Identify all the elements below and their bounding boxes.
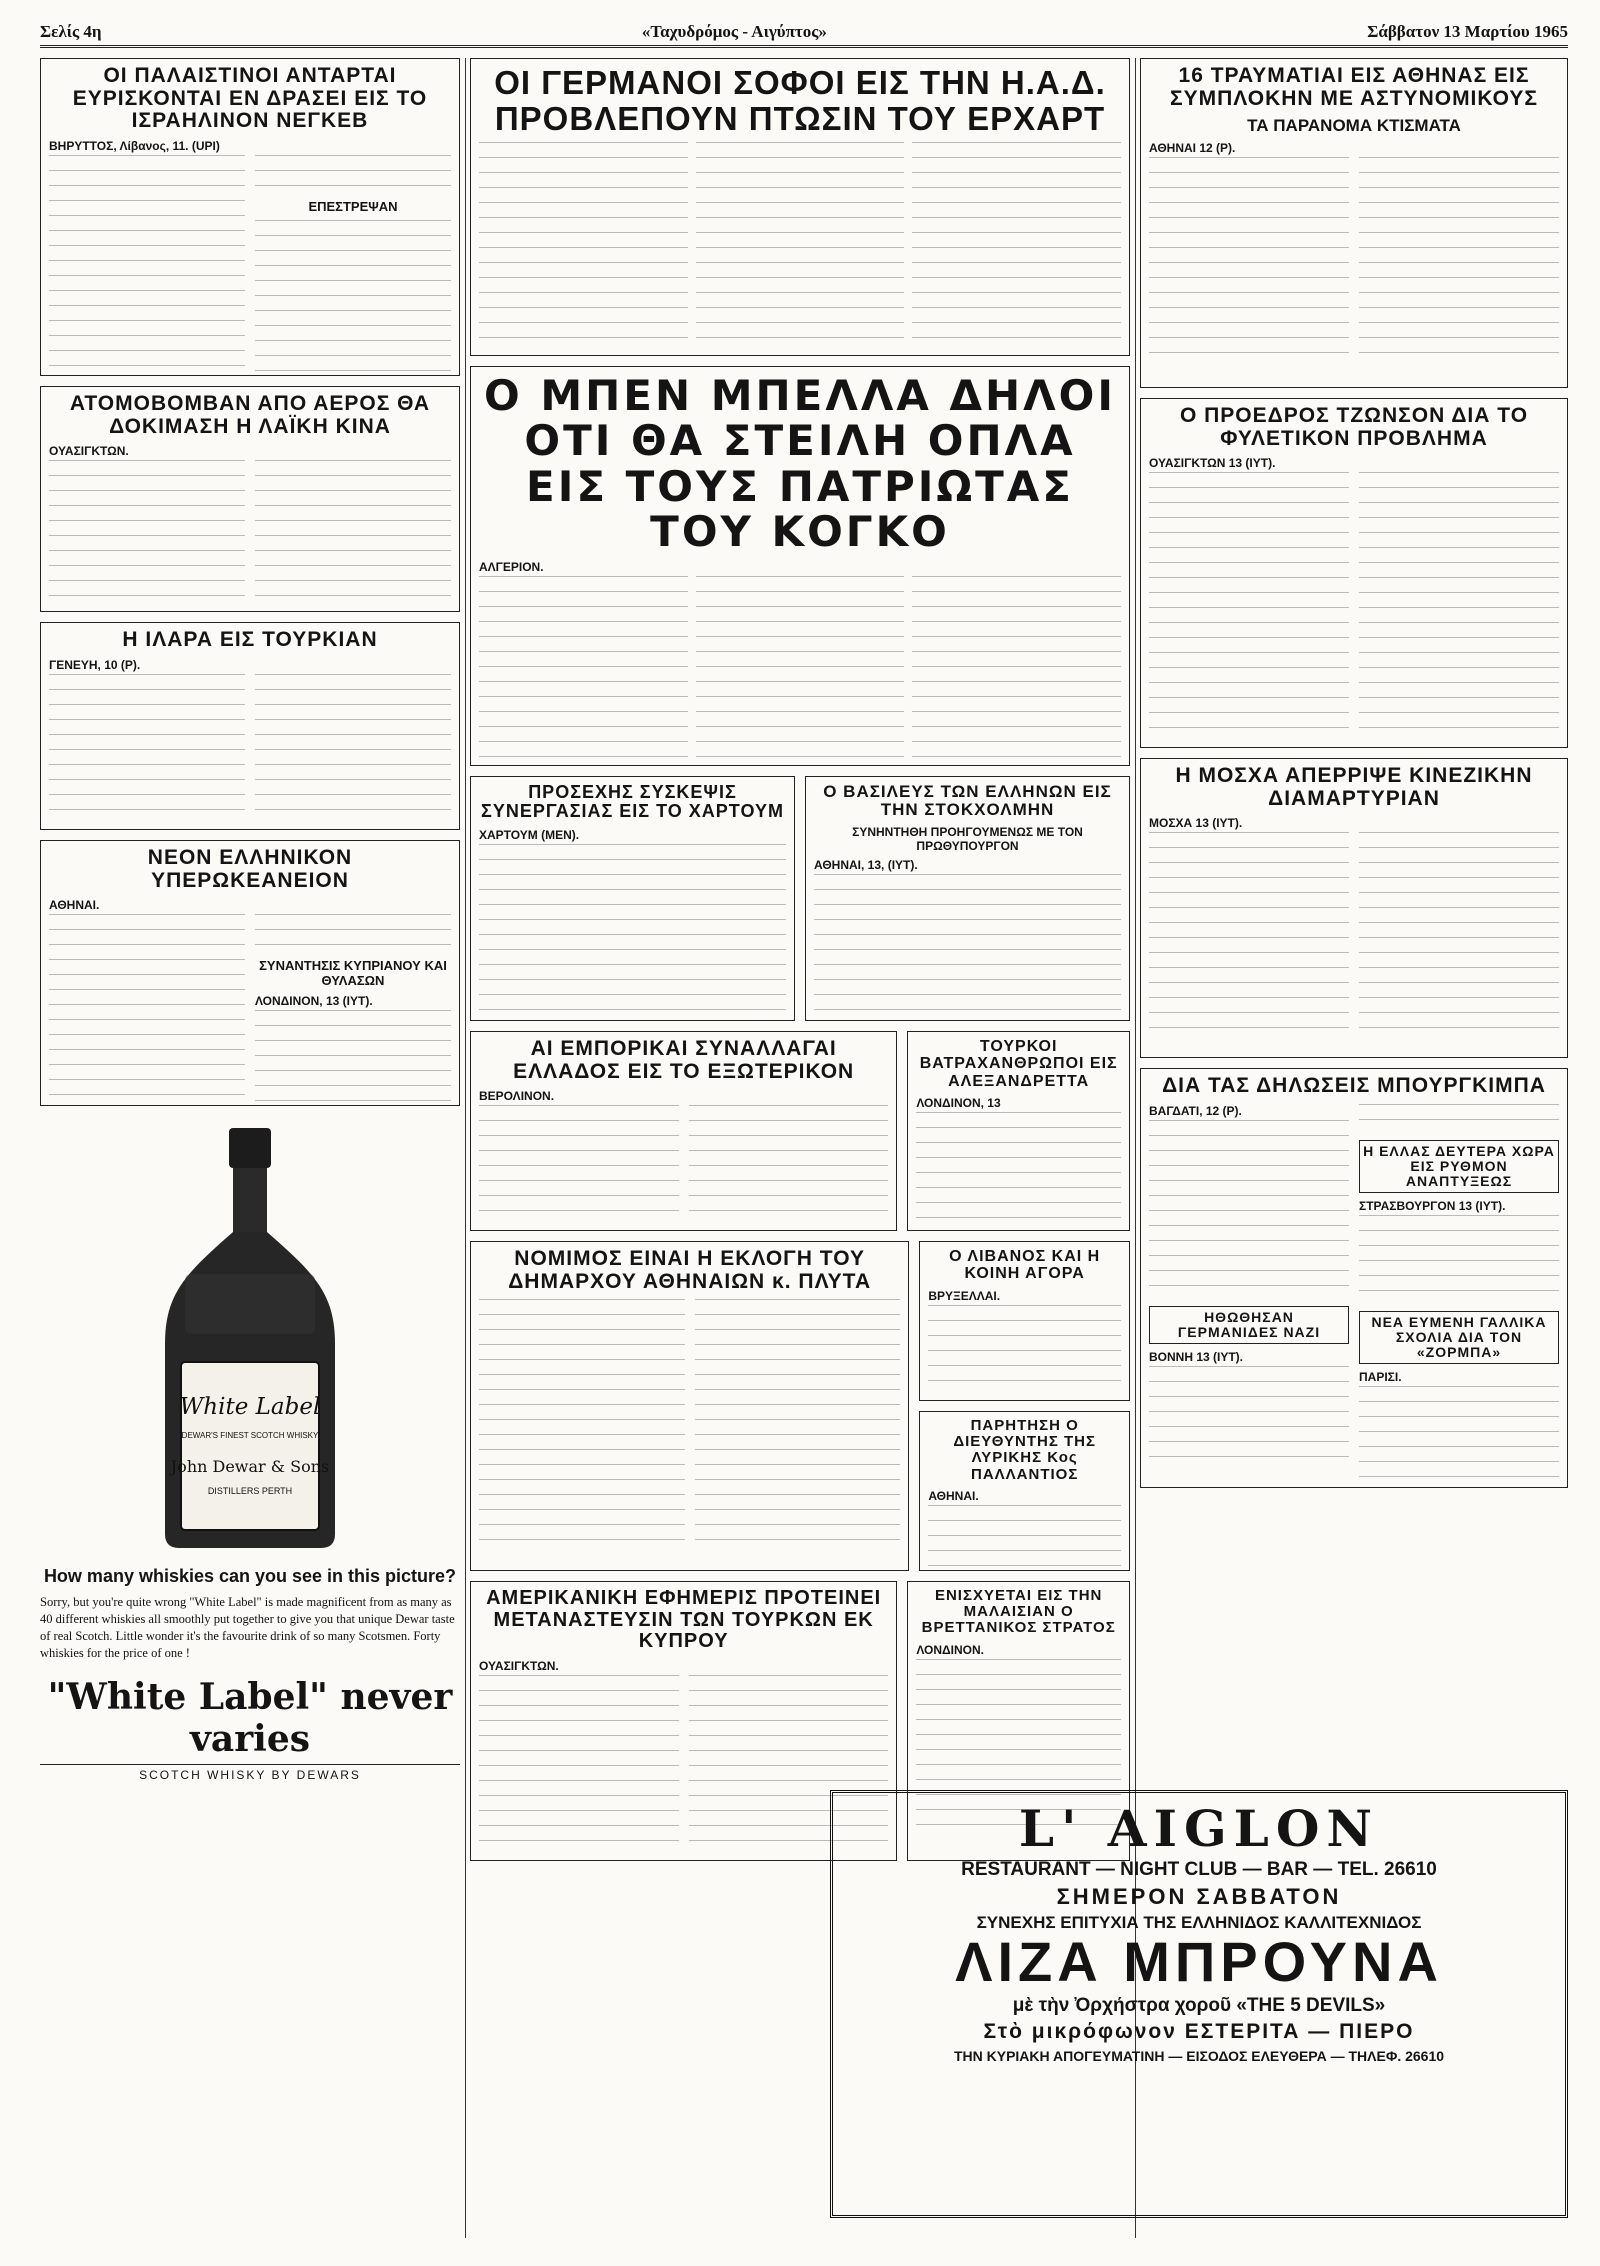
ad-line: ΣΥΝΕΧΗΣ ΕΠΙΤΥΧΙΑ ΤΗΣ ΕΛΛΗΝΙΔΟΣ ΚΑΛΛΙΤΕΧΝΙΔΟΣ	[976, 1913, 1422, 1932]
ad-star-name: ΛΙΖΑ ΜΠΡΟΥΝΑ	[955, 1930, 1443, 1993]
headline: Η ΙΛΑΡΑ ΕΙΣ ΤΟΥΡΚΙΑΝ	[122, 628, 378, 651]
dateline: ΑΘΗΝΑΙ.	[49, 898, 100, 913]
dateline: ΒΕΡΟΛΙΝΟΝ.	[479, 1089, 555, 1104]
headline: Ο ΜΠΕΝ ΜΠΕΛΛΑ ΔΗΛΟΙ ΟΤΙ ΘΑ ΣΤΕΙΛΗ ΟΠΛΑ ΕΙΣ ΤΟΥΣ ΠΑΤΡΙΩΤΑΣ ΤΟΥ ΚΟΓΚΟ	[484, 371, 1116, 557]
subheading: ΣΥΝΑΝΤΗΣΙΣ ΚΥΠΡΙΑΝΟΥ ΚΑΙ ΘΥΛΑΣΩΝ	[259, 958, 447, 989]
ad-line: ΤΗΝ ΚΥΡΙΑΚΗ ΑΠΟΓΕΥΜΑΤΙΝΗ — ΕΙΣΟΔΟΣ ΕΛΕΥΘΕΡΑ — ΤΗΛΕΦ. 26610	[953, 2047, 1445, 2064]
whisky-bottle-illustration	[145, 1124, 355, 1554]
dateline: ΠΑΡΙΣΙ.	[1359, 1370, 1402, 1385]
dateline: ΛΟΝΔΙΝΟΝ, 13	[916, 1095, 1001, 1110]
paper-name: «Ταχυδρόμος - Αιγύπτος»	[641, 22, 827, 41]
article-king-stockholm	[805, 776, 1130, 1021]
label-line: John Dewar & Sons	[170, 1457, 330, 1476]
ad-question: How many whiskies can you see in this picture?	[43, 1566, 457, 1586]
dateline: ΣΤΡΑΣΒΟΥΡΓΟΝ 13 (ΙΥΤ).	[1359, 1199, 1506, 1213]
column-1	[40, 58, 460, 1782]
headline: ΑΤΟΜΟΒΟΜΒΑΝ ΑΠΟ ΑΕΡΟΣ ΘΑ ΔΟΚΙΜΑΣΗ Η ΛΑΪΚΗ ΚΙΝΑ	[69, 392, 431, 438]
headline: 16 ΤΡΑΥΜΑΤΙΑΙ ΕΙΣ ΑΘΗΝΑΣ ΕΙΣ ΣΥΜΠΛΟΚΗΝ ΜΕ ΑΣΤΥΝΟΜΙΚΟΥΣ	[1170, 64, 1538, 110]
dateline: ΒΟΝΝΗ 13 (ΙΥΤ).	[1149, 1349, 1244, 1364]
ad-slogan: "White Label" never varies	[47, 1676, 453, 1761]
label-line: DEWAR'S FINEST SCOTCH WHISKY	[181, 1431, 319, 1440]
issue-date: Σάββατον 13 Μαρτίου 1965	[1367, 22, 1568, 41]
article-lyric-director-resigns	[919, 1411, 1130, 1571]
dateline: ΟΥΑΣΙΓΚΤΩΝ 13 (ΙΥΤ).	[1149, 456, 1276, 471]
article-moscow-rejected-protest	[1140, 758, 1568, 1058]
dateline: ΒΗΡΥΤΤΟΣ, Λίβανος, 11. (UPI)	[49, 139, 220, 154]
headline: ΔΙΑ ΤΑΣ ΔΗΛΩΣΕΙΣ ΜΠΟΥΡΓΚΙΜΠΑ	[1162, 1074, 1546, 1097]
article-lebanon-common-market	[919, 1241, 1130, 1401]
article-athens-mayor-election	[470, 1241, 909, 1571]
article-german-experts-erhard	[470, 58, 1130, 356]
article-greek-foreign-trade	[470, 1031, 897, 1231]
article-athens-injured	[1140, 58, 1568, 388]
headline: Η ΕΛΛΑΣ ΔΕΥΤΕΡΑ ΧΩΡΑ ΕΙΣ ΡΥΘΜΟΝ ΑΝΑΠΤΥΞΕΩΣ	[1359, 1140, 1559, 1193]
article-palestinian-rebels	[40, 58, 460, 376]
headline: ΟΙ ΠΑΛΑΙΣΤΙΝΟΙ ΑΝΤΑΡΤΑΙ ΕΥΡΙΣΚΟΝΤΑΙ ΕΝ ΔΡΑΣΕΙ ΕΙΣ ΤΟ ΙΣΡΑΗΛΙΝΟΝ ΝΕΓΚΕΒ	[72, 64, 428, 133]
dateline: ΒΑΓΔΑΤΙ, 12 (Ρ).	[1149, 1103, 1242, 1118]
dateline: ΑΘΗΝΑΙ.	[928, 1488, 979, 1503]
article-new-ocean-liner	[40, 840, 460, 1106]
ad-line: ΣΗΜΕΡΟΝ ΣΑΒΒΑΤΟΝ	[1056, 1884, 1342, 1909]
headline: ΝΕΑ ΕΥΜΕΝΗ ΓΑΛΛΙΚΑ ΣΧΟΛΙΑ ΔΙΑ ΤΟΝ «ΖΟΡΜΠΑ»	[1359, 1311, 1559, 1364]
headline: Ο ΛΙΒΑΝΟΣ ΚΑΙ Η ΚΟΙΝΗ ΑΓΟΡΑ	[949, 1248, 1101, 1283]
headline: ΝΟΜΙΜΟΣ ΕΙΝΑΙ Η ΕΚΛΟΓΗ ΤΟΥ ΔΗΜΑΡΧΟΥ ΑΘΗΝΑΙΩΝ κ. ΠΛΥΤΑ	[508, 1247, 872, 1293]
headline: Ο ΠΡΟΕΔΡΟΣ ΤΖΩΝΣΟΝ ΔΙΑ ΤΟ ΦΥΛΕΤΙΚΟΝ ΠΡΟΒΛΗΜΑ	[1179, 404, 1529, 450]
headline: ΠΡΟΣΕΧΗΣ ΣΥΣΚΕΨΙΣ ΣΥΝΕΡΓΑΣΙΑΣ ΕΙΣ ΤΟ ΧΑΡΤΟΥΜ	[481, 782, 784, 822]
headline: ΝΕΟΝ ΕΛΛΗΝΙΚΟΝ ΥΠΕΡΩΚΕΑΝΕΙΟΝ	[147, 846, 353, 892]
white-label-ad	[40, 1116, 460, 1782]
column-2-3	[470, 58, 1130, 1861]
article-khartoum-conference	[470, 776, 795, 1021]
headline: ΟΙ ΓΕΡΜΑΝΟΙ ΣΟΦΟΙ ΕΙΣ ΤΗΝ Η.Α.Δ. ΠΡΟΒΛΕΠΟΥΝ ΠΤΩΣΙΝ ΤΟΥ ΕΡΧΑΡΤ	[494, 64, 1106, 137]
dateline: ΒΡΥΞΕΛΛΑΙ.	[928, 1288, 1001, 1303]
headline: ΕΝΙΣΧΥΕΤΑΙ ΕΙΣ ΤΗΝ ΜΑΛΑΙΣΙΑΝ Ο ΒΡΕΤΤΑΝΙΚΟΣ ΣΤΡΑΤΟΣ	[921, 1587, 1116, 1637]
ad-line: μὲ τὴν Ὀρχήστρα χοροῦ «THE 5 DEVILS»	[1012, 1994, 1386, 2016]
dateline: ΑΘΗΝΑΙ 12 (Ρ).	[1149, 140, 1236, 155]
ad-copy: Sorry, but you're quite wrong "White Label" is made magnificent from as many as 40 different whiskies all smoothly put together to give you that unique Dewar taste of real Scotch. Little wonder it's the favourite drink of so many Scotsmen. Forty whiskies for the price of one !	[40, 1595, 455, 1661]
masthead	[40, 22, 1568, 48]
dateline: ΓΕΝΕΥΗ, 10 (Ρ).	[49, 657, 141, 672]
article-turkish-frogmen	[907, 1031, 1130, 1231]
subheading: ΕΠΕΣΤΡΕΨΑΝ	[308, 199, 398, 215]
headline: Η ΜΟΣΧΑ ΑΠΕΡΡΙΨΕ ΚΙΝΕΖΙΚΗΝ ΔΙΑΜΑΡΤΥΡΙΑΝ	[1175, 764, 1533, 810]
headline: ΑΙ ΕΜΠΟΡΙΚΑΙ ΣΥΝΑΛΛΑΓΑΙ ΕΛΛΑΔΟΣ ΕΙΣ ΤΟ ΕΞΩΤΕΡΙΚΟΝ	[513, 1037, 855, 1083]
column-rule	[465, 58, 466, 2238]
subheading: ΣΥΝΗΝΤΗΘΗ ΠΡΟΗΓΟΥΜΕΝΩΣ ΜΕ ΤΟΝ ΠΡΩΘΥΠΟΥΡΓΟΝ	[852, 824, 1083, 853]
article-china-atom-bomb	[40, 386, 460, 612]
article-ben-bella-congo	[470, 366, 1130, 766]
article-measles-turkey	[40, 622, 460, 830]
dateline: ΟΥΑΣΙΓΚΤΩΝ.	[49, 444, 129, 459]
label-line: DISTILLERS PERTH	[207, 1486, 293, 1496]
page-number: Σελίς 4η	[40, 22, 102, 41]
headline: ΗΘΩΘΗΣΑΝ ΓΕΡΜΑΝΙΔΕΣ ΝΑΖΙ	[1149, 1306, 1349, 1344]
ad-line: RESTAURANT — NIGHT CLUB — BAR — TEL. 26610	[961, 1859, 1437, 1880]
headline: Ο ΒΑΣΙΛΕΥΣ ΤΩΝ ΕΛΛΗΝΩΝ ΕΙΣ ΤΗΝ ΣΤΟΚΧΟΛΜΗΝ	[823, 782, 1112, 820]
dateline: ΛΟΝΔΙΝΟΝ.	[916, 1642, 984, 1657]
subheading: ΤΑ ΠΑΡΑΝΟΜΑ ΚΤΙΣΜΑΤΑ	[1247, 116, 1461, 136]
dateline: ΑΛΓΕΡΙΟΝ.	[479, 560, 544, 575]
ad-brand: L' AIGLON	[1018, 1799, 1380, 1858]
ad-footer: SCOTCH WHISKY BY DEWARS	[40, 1764, 460, 1782]
dateline: ΜΟΣΧΑ 13 (ΙΥΤ).	[1149, 816, 1243, 831]
dateline: ΧΑΡΤΟΥΜ (ΜΕΝ).	[479, 827, 580, 842]
aiglon-ad	[830, 1790, 1568, 2218]
label-brand: White Label	[179, 1394, 321, 1420]
dateline: ΛΟΝΔΙΝΟΝ, 13 (ΙΥΤ).	[255, 994, 373, 1009]
ad-line: Στὸ μικρόφωνον ΕΣΤΕΡΙΤΑ — ΠΙΕΡΟ	[983, 2019, 1415, 2043]
headline: ΤΟΥΡΚΟΙ ΒΑΤΡΑΧΑΝΘΡΩΠΟΙ ΕΙΣ ΑΛΕΞΑΝΔΡΕΤΤΑ	[919, 1038, 1118, 1090]
headline: ΑΜΕΡΙΚΑΝΙΚΗ ΕΦΗΜΕΡΙΣ ΠΡΟΤΕΙΝΕΙ ΜΕΤΑΝΑΣΤΕΥΣΙΝ ΤΩΝ ΤΟΥΡΚΩΝ ΕΚ ΚΥΠΡΟΥ	[486, 1587, 882, 1653]
article-johnson-racial-problem	[1140, 398, 1568, 748]
column-4	[1140, 58, 1568, 1498]
dateline: ΑΘΗΝΑΙ, 13, (ΙΥΤ).	[814, 858, 918, 873]
dateline: ΟΥΑΣΙΓΚΤΩΝ.	[479, 1658, 559, 1673]
article-bourguiba-statements	[1140, 1068, 1568, 1488]
headline: ΠΑΡΗΤΗΣΗ Ο ΔΙΕΥΘΥΝΤΗΣ ΤΗΣ ΛΥΡΙΚΗΣ Κος ΠΑΛΛΑΝΤΙΟΣ	[953, 1417, 1096, 1483]
